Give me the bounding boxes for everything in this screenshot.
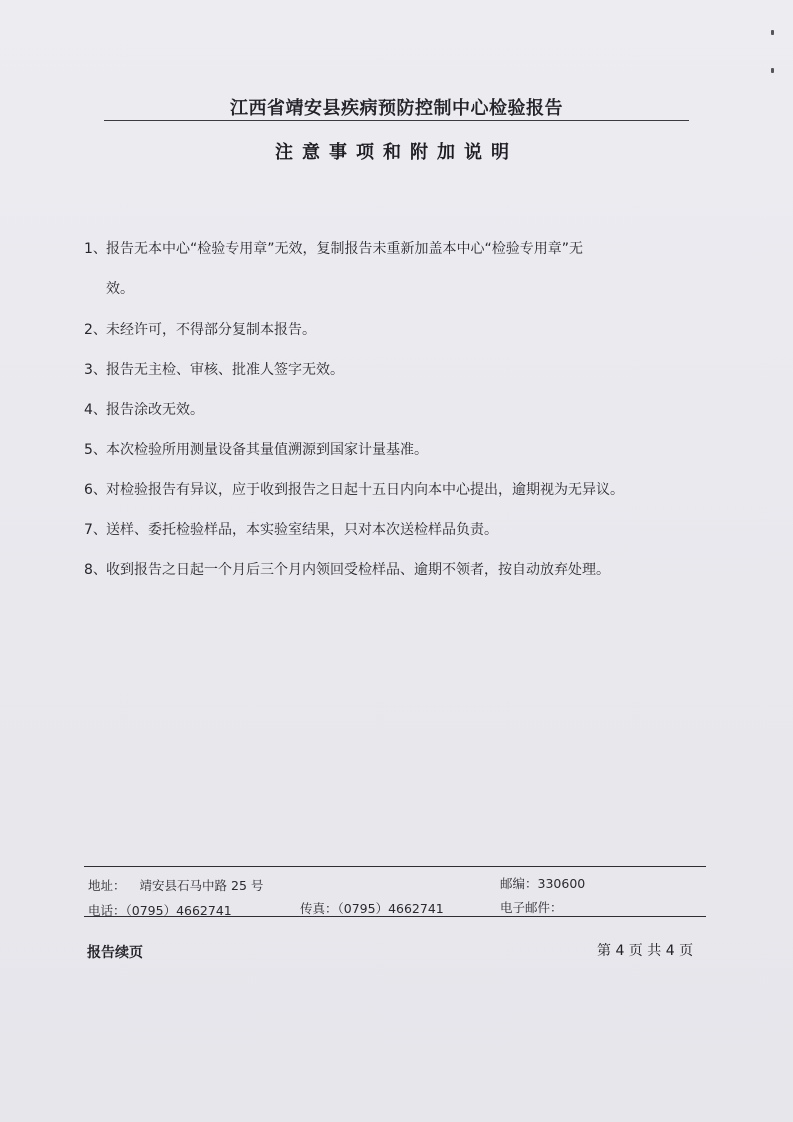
document-subtitle: 注意事项和附加说明 — [275, 142, 518, 163]
note-number: 1、 — [84, 241, 107, 257]
footer-bottom-rule — [84, 916, 706, 917]
note-text: 对检验报告有异议，应于收到报告之日起十五日内向本中心提出，逾期视为无异议。 — [106, 482, 624, 498]
note-number: 6、 — [84, 482, 107, 498]
note-item-1 — [84, 239, 704, 259]
note-text: 送样、委托检验样品，本实验室结果，只对本次送检样品负责。 — [106, 522, 498, 538]
note-number: 8、 — [84, 562, 107, 578]
page-indicator: 第 4 页 共 4 页 — [597, 943, 694, 959]
note-text: 报告无主检、审核、批准人签字无效。 — [106, 362, 344, 378]
scan-speck — [771, 68, 774, 73]
footer-address — [88, 876, 263, 894]
footer-email — [500, 898, 563, 916]
note-item-8 — [84, 560, 704, 580]
note-number: 4、 — [84, 402, 107, 418]
fax-value: （0795）4662741 — [337, 901, 444, 916]
scan-speck — [771, 30, 774, 35]
address-value: 靖安县石马中路 25 号 — [139, 878, 264, 893]
footer-top-rule — [84, 866, 706, 867]
note-item-1-continuation — [84, 268, 704, 311]
note-text-continuation: 效。 — [106, 281, 134, 297]
note-number: 7、 — [84, 522, 107, 538]
note-item-4 — [84, 400, 704, 420]
postcode-value: 330600 — [537, 876, 586, 891]
note-text: 本次检验所用测量设备其量值溯源到国家计量基准。 — [106, 442, 428, 458]
note-item-6 — [84, 480, 704, 500]
note-number: 2、 — [84, 322, 107, 338]
footer-fax — [300, 899, 444, 917]
org-title: 江西省靖安县疾病预防控制中心检验报告 — [230, 98, 563, 119]
note-text: 未经许可，不得部分复制本报告。 — [106, 322, 316, 338]
address-label: 地址： — [88, 878, 126, 893]
fax-label: 传真： — [300, 901, 338, 916]
note-text: 报告无本中心“检验专用章”无效，复制报告未重新加盖本中心“检验专用章”无 — [106, 241, 584, 257]
postcode-label: 邮编： — [500, 876, 538, 891]
footer-postcode — [500, 874, 585, 892]
note-text: 收到报告之日起一个月后三个月内领回受检样品、逾期不领者，按自动放弃处理。 — [106, 562, 610, 578]
note-number: 3、 — [84, 362, 107, 378]
note-item-7 — [84, 520, 704, 540]
note-number: 5、 — [84, 442, 107, 458]
phone-value: （0795）4662741 — [125, 903, 232, 918]
note-item-3 — [84, 360, 704, 380]
note-item-5 — [84, 440, 704, 460]
phone-label: 电话： — [88, 903, 126, 918]
title-divider — [104, 120, 689, 121]
note-item-2 — [84, 320, 704, 340]
note-text: 报告涂改无效。 — [106, 402, 204, 418]
email-label: 电子邮件： — [500, 900, 563, 915]
continued-page-label: 报告续页 — [87, 945, 143, 961]
notes-list — [84, 239, 704, 600]
